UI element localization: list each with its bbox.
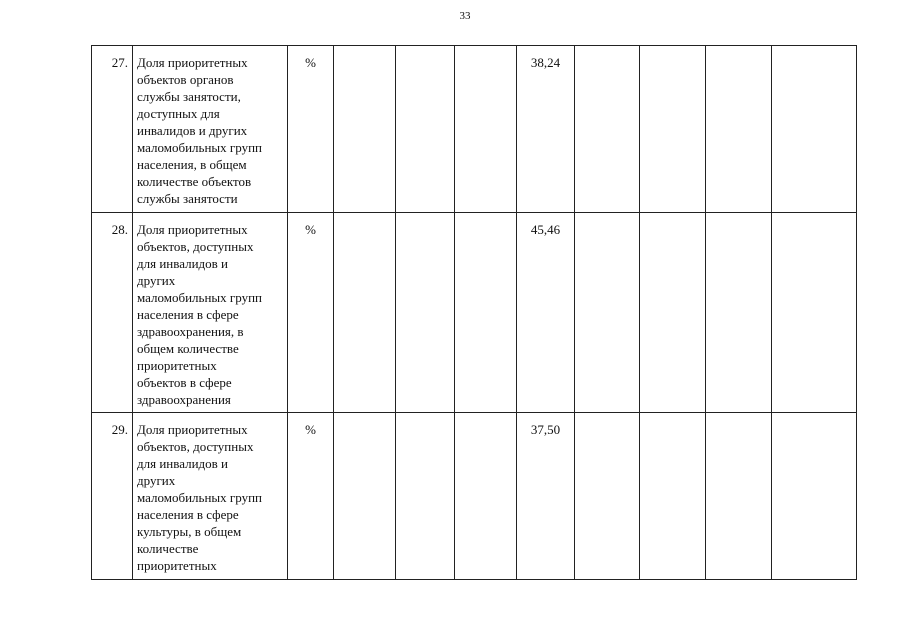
row-number: 27.	[92, 46, 133, 213]
empty-cell	[455, 213, 517, 413]
indicators-table	[91, 45, 857, 580]
empty-cell	[396, 46, 455, 213]
table-row	[92, 46, 857, 213]
indicator-name: Доля приоритетных объектов, доступных для инвалидов и других маломобильных групп населения в сфере культуры, в общем количестве приоритетных	[133, 413, 288, 580]
empty-cell	[396, 213, 455, 413]
indicator-name: Доля приоритетных объектов органов службы занятости, доступных для инвалидов и других маломобильных групп населения, в общем количестве объектов службы занятости	[133, 46, 288, 213]
empty-cell	[396, 413, 455, 580]
value-cell: 45,46	[517, 213, 575, 413]
empty-cell	[575, 213, 640, 413]
empty-cell	[772, 213, 857, 413]
empty-cell	[640, 46, 706, 213]
empty-cell	[455, 413, 517, 580]
unit-cell: %	[288, 413, 334, 580]
unit-cell: %	[288, 213, 334, 413]
empty-cell	[772, 413, 857, 580]
row-number: 28.	[92, 213, 133, 413]
empty-cell	[575, 46, 640, 213]
page-number: 33	[459, 10, 471, 22]
empty-cell	[706, 46, 772, 213]
unit-cell: %	[288, 46, 334, 213]
empty-cell	[640, 213, 706, 413]
row-number: 29.	[92, 413, 133, 580]
empty-cell	[706, 213, 772, 413]
empty-cell	[640, 413, 706, 580]
table-row	[92, 213, 857, 413]
table-row	[92, 413, 857, 580]
indicator-name: Доля приоритетных объектов, доступных для инвалидов и других маломобильных групп населения в сфере здравоохранения, в общем количестве приоритетных объектов в сфере здравоохранения	[133, 213, 288, 413]
value-cell: 37,50	[517, 413, 575, 580]
empty-cell	[706, 413, 772, 580]
value-cell: 38,24	[517, 46, 575, 213]
empty-cell	[334, 213, 396, 413]
empty-cell	[772, 46, 857, 213]
empty-cell	[334, 46, 396, 213]
empty-cell	[575, 413, 640, 580]
empty-cell	[334, 413, 396, 580]
empty-cell	[455, 46, 517, 213]
